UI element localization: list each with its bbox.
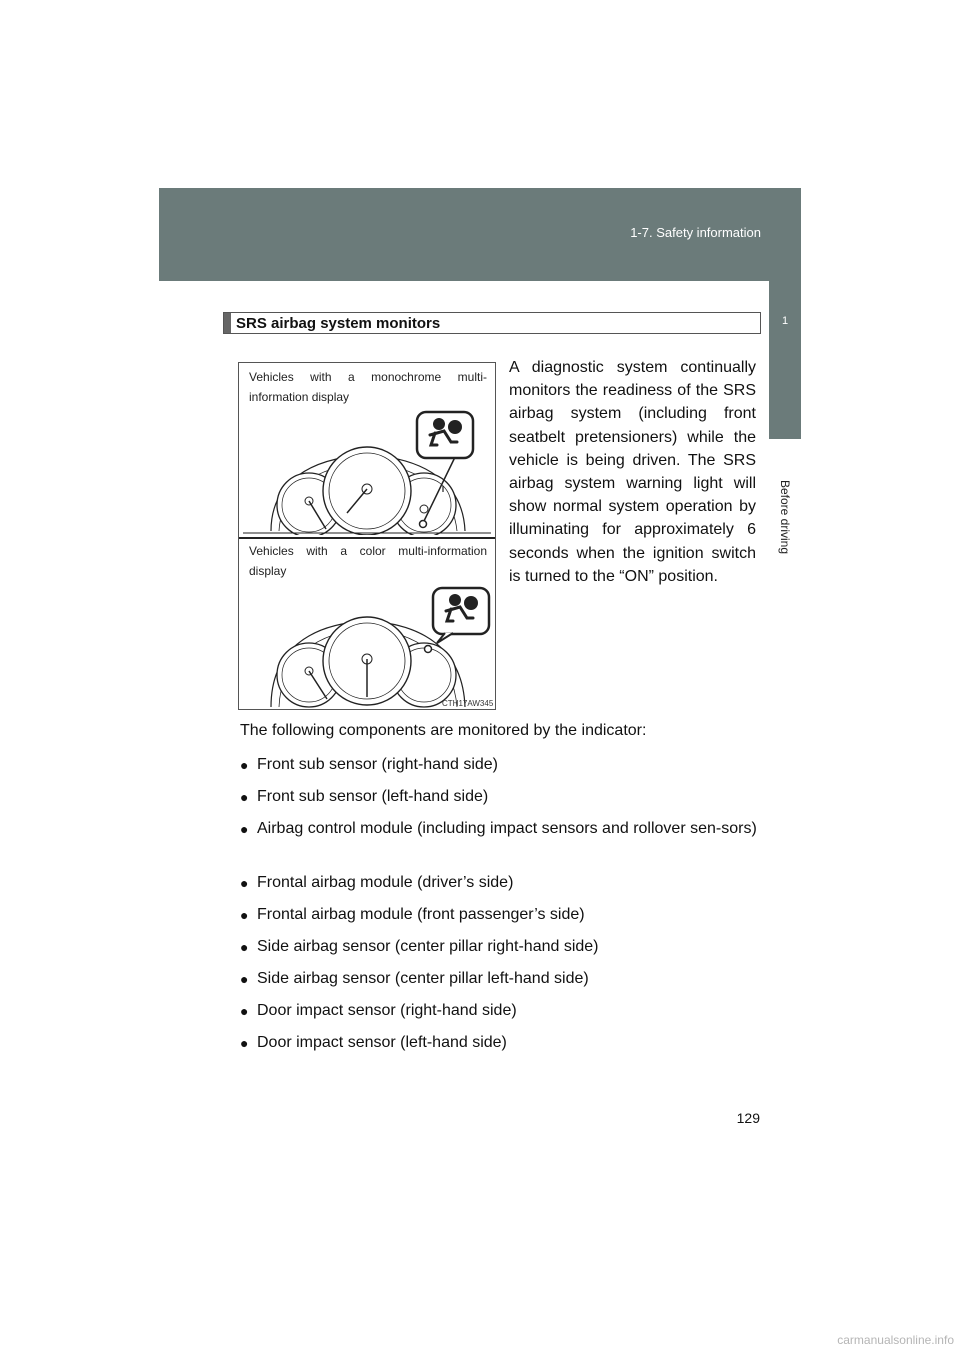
bullet-icon: ● bbox=[240, 757, 249, 773]
page-number: 129 bbox=[736, 1110, 760, 1126]
list-intro: The following components are monitored by the indicator: bbox=[240, 722, 647, 739]
section-header: 1-7. Safety information bbox=[630, 225, 761, 240]
chapter-label-text: Before driving bbox=[778, 479, 792, 555]
bullet-icon: ● bbox=[240, 1003, 249, 1019]
list-item-text: Airbag control module (including impact sensors and rollover sen-sors) bbox=[257, 820, 757, 837]
instrument-cluster-figure bbox=[238, 362, 496, 710]
list-item-text: Door impact sensor (right-hand side) bbox=[257, 1002, 517, 1019]
body-paragraph: A diagnostic system continually monitors the readiness of the SRS airbag system (including front seatbelt pretensioners) while the vehicle is being driven. The SRS airbag system warning light will show normal system operation by illuminating for approximately 6 seconds when the ignition switch is turned to the “ON” position. bbox=[509, 359, 756, 585]
list-item-text: Side airbag sensor (center pillar left-hand side) bbox=[257, 970, 589, 987]
airbag-warning-icon bbox=[413, 409, 477, 469]
bullet-icon: ● bbox=[240, 789, 249, 805]
bullet-icon: ● bbox=[240, 971, 249, 987]
list-item-text: Door impact sensor (left-hand side) bbox=[257, 1034, 507, 1051]
bullet-icon: ● bbox=[240, 821, 249, 837]
list-item-text: Front sub sensor (left-hand side) bbox=[257, 788, 489, 805]
list-item-text: Frontal airbag module (driver’s side) bbox=[257, 874, 514, 891]
figure-caption-color: Vehicles with a color multi-information display bbox=[249, 544, 487, 578]
chapter-number: 1 bbox=[781, 315, 789, 327]
bullet-icon: ● bbox=[240, 875, 249, 891]
list-item-text: Frontal airbag module (front passenger’s side) bbox=[257, 906, 585, 923]
chapter-tab bbox=[769, 281, 801, 439]
list-item-text: Side airbag sensor (center pillar right-hand side) bbox=[257, 938, 599, 955]
bullet-icon: ● bbox=[240, 939, 249, 955]
bullet-icon: ● bbox=[240, 907, 249, 923]
bullet-icon: ● bbox=[240, 1035, 249, 1051]
section-title: SRS airbag system monitors bbox=[236, 315, 441, 332]
chapter-label bbox=[768, 450, 802, 590]
figure-code: CTH17AW345 bbox=[442, 699, 494, 708]
airbag-warning-icon bbox=[429, 585, 493, 645]
watermark: carmanualsonline.info bbox=[837, 1333, 954, 1347]
section-title-mark bbox=[224, 313, 231, 333]
list-item-text: Front sub sensor (right-hand side) bbox=[257, 756, 498, 773]
section-title-bar bbox=[223, 312, 761, 334]
header-band bbox=[159, 188, 801, 281]
figure-caption-monochrome: Vehicles with a monochrome multi-information display bbox=[249, 370, 487, 404]
